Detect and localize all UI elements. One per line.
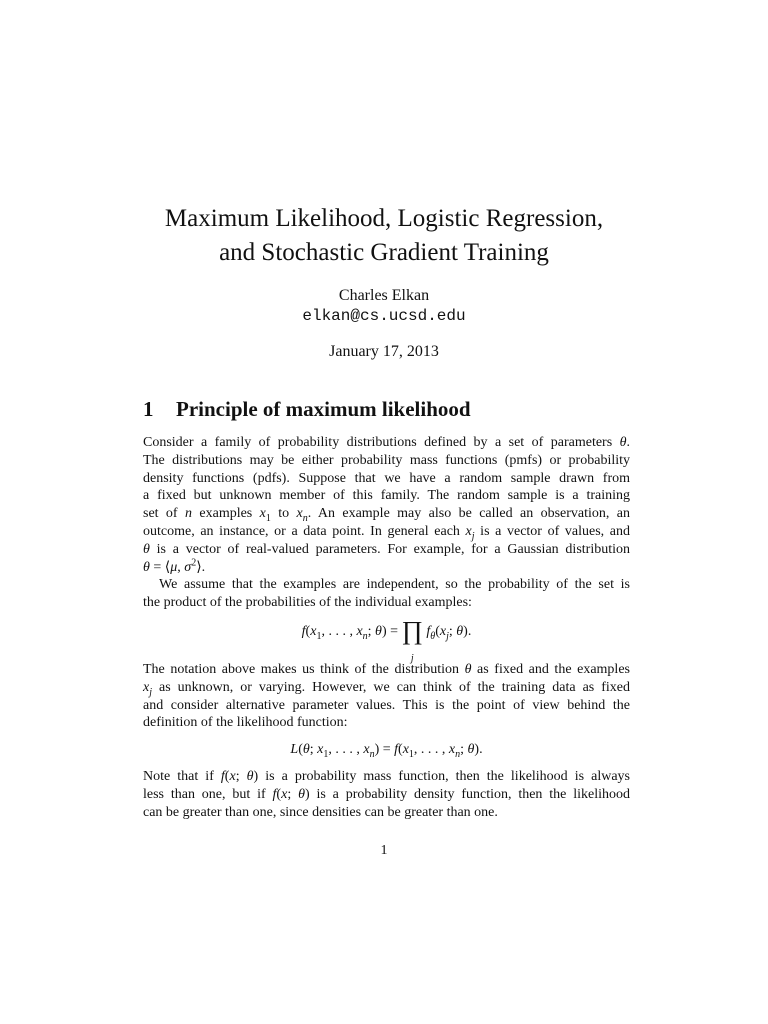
- p1-line-8: θ = ⟨μ, $\sigma^2⟩$.: [143, 556, 206, 575]
- title-line-2: and Stochastic Gradient Training: [219, 239, 549, 266]
- p3-line-1: The notation above makes us think of the distribution θ as fixed and the examples: [143, 662, 630, 677]
- p1-line-4: a fixed but unknown member of this family. The random sample is a training: [143, 488, 630, 504]
- section-number: 1: [143, 397, 154, 421]
- section-title: Principle of maximum likelihood: [176, 397, 471, 421]
- p1-line-3: density functions (pdfs). Suppose that we have a random sample drawn from: [143, 470, 630, 486]
- paper-title: [0, 202, 768, 270]
- p3-line-2: $x_j$ as unknown, or varying. However, we can think of the training data as fixed: [143, 679, 630, 698]
- equation-likelihood: L(θ; $x_1$, . . . , $x_n) = f(x_1$, . . . , $x_n$; θ).: [290, 742, 483, 760]
- title-line-1: Maximum Likelihood, Logistic Regression,: [164, 205, 604, 232]
- paragraph-1: [143, 434, 630, 612]
- p2-line-2: the product of the probabilities of the individual examples:: [143, 595, 472, 611]
- author-email: elkan@cs.ucsd.edu: [302, 307, 466, 325]
- p1-line-2: The distributions may be either probability mass functions (pmfs) or probability: [143, 452, 630, 468]
- p4-line-3: can be greater than one, since densities can be greater than one.: [143, 804, 498, 820]
- paragraph-3: [143, 661, 630, 732]
- p2-line-1: We assume that the examples are independent, so the probability of the set is: [159, 577, 630, 593]
- p4-line-2: less than one, but if f(x; θ) is a probability density function, then the likelihood: [143, 786, 631, 802]
- section-heading: [143, 396, 643, 422]
- p1-line-1: Consider a family of probability distributions defined by a set of parameters θ.: [143, 435, 630, 450]
- p3-line-3: and consider alternative parameter values. This is the point of view behind the: [143, 697, 630, 713]
- paragraph-4: [143, 768, 630, 821]
- page-number: 1: [380, 843, 388, 858]
- p1-line-7: θ is a vector of real-valued parameters. For example, for a Gaussian distribution: [143, 541, 630, 557]
- equation-product: $f(x_1$, . . . , $x_n$; θ) = ∏ j $f_\theta(x_j$; θ).: [301, 616, 472, 664]
- paper-date: January 17, 2013: [329, 343, 439, 360]
- author-name: Charles Elkan: [338, 287, 430, 304]
- p3-line-4: definition of the likelihood function:: [143, 715, 348, 731]
- p1-line-5: set of n examples $x_1$ to $x_n$. An example may also be called an observation, an: [143, 506, 631, 524]
- p1-line-6: outcome, an instance, or a data point. In general each $x_j$ is a vector of values, and: [143, 523, 630, 542]
- p4-line-1: Note that if f(x; θ) is a probability mass function, then the likelihood is always: [143, 769, 630, 784]
